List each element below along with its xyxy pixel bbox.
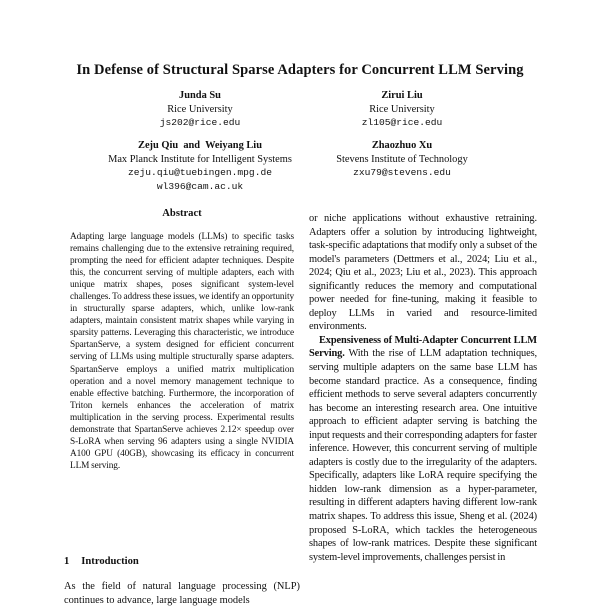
author-email[interactable]: zxu79@stevens.edu	[353, 167, 451, 179]
section-title: Introduction	[81, 556, 139, 567]
author-email[interactable]: js202@rice.edu	[159, 117, 241, 129]
introduction-text: As the field of natural language processing (NLP) continues to advance, large language models	[64, 581, 300, 606]
left-column	[64, 208, 300, 472]
author-block-3	[82, 139, 318, 193]
author-affiliation: Stevens Institute of Technology	[336, 153, 468, 165]
author-block-1	[120, 89, 280, 130]
abstract-text: Adapting large language models (LLMs) to specific tasks remains challenging due to the extensive retraining required, prompting the need for efficient adapter techniques. Despite this, the concurrent serving of multiple adapters, each with unique matrix shapes, poses significant system-level challenges. To address these issues, we identify an opportunity in structurally sparse adapters, which, unlike low-rank adapters, maintain consistent matrix shapes while varying in sparsity patterns. Leveraging this characteristic, we introduce SpartanServe, a system designed for efficient concurrent serving of LLMs using multiple structurally sparse adapters. SpartanServe employs a unified matrix multiplication operation and a novel memory management technique to enable effective batching. Furthermore, the incorporation of Triton kernels enhances the acceleration of matrix multiplication in the serving process. Experimental results demonstrate that SpartanServe achieves 2.12× speedup over S-LoRA when serving 96 adapters using a single NVIDIA A100 GPU (40GB), showcasing its efficacy in concurrent LLM serving.	[70, 232, 294, 471]
paragraph: or niche applications without exhaustive retraining. Adapters offer a solution by introducing lightweight, task-specific adaptations that modify only a subset of the model's parameters (Dettmers et al., 2024; Liu et al., 2024; Qiu et al., 2023; Liu et al., 2023). This approach significantly reduces the memory and computational power needed for fine-tuning, making it feasible to deploy LLMs in varied and resource-limited environments.	[309, 213, 537, 333]
author-affiliation: Rice University	[167, 103, 233, 115]
paragraph-text: With the rise of LLM adaptation techniques, serving multiple adapters on the same base LLM has become standard practice. As a consequence, finding efficient methods to serve several adapters concurrently has become an interesting research area. One intuitive approach to efficient adapter serving is batching the input requests and their corresponding adapters for faster inference. However, this concurrent serving of multiple adapters is costly due to the irregularity of the adapters. Specifically, adapters like LoRA require specifying the hidden low-rank dimension as a hyper-parameter, resulting in different adapters having different low-rank matrix shapes. To address this issue, Sheng et al. (2024) proposed S-LoRA, which tackles the heterogeneous shapes of low-rank matrices. Despite these significant system-level improvements, challenges persist in	[309, 348, 537, 563]
abstract-heading: Abstract	[162, 208, 202, 219]
author-name: Junda Su	[179, 90, 221, 101]
author-email[interactable]: zeju.qiu@tuebingen.mpg.de	[128, 167, 272, 179]
author-name: Zhaozhuo Xu	[371, 140, 433, 151]
author-email[interactable]: zl105@rice.edu	[361, 117, 443, 129]
paragraph	[309, 334, 537, 564]
author-name: Zeju Qiu and Weiyang Liu	[138, 140, 262, 151]
author-name: Zirui Liu	[381, 90, 423, 101]
paragraph-runin-heading: Expensiveness of Multi-Adapter Concurrent LLM Serving.	[309, 334, 537, 360]
section-number: 1	[64, 556, 70, 567]
author-block-4	[318, 139, 486, 180]
author-affiliation: Max Planck Institute for Intelligent Systems	[108, 153, 292, 165]
author-affiliation: Rice University	[369, 103, 435, 115]
section-heading-introduction	[64, 556, 139, 567]
paper-title: In Defense of Structural Sparse Adapters for Concurrent LLM Serving	[76, 62, 524, 78]
author-block-2	[322, 89, 482, 130]
right-column	[309, 212, 537, 564]
author-email[interactable]: wl396@cam.ac.uk	[156, 180, 244, 192]
